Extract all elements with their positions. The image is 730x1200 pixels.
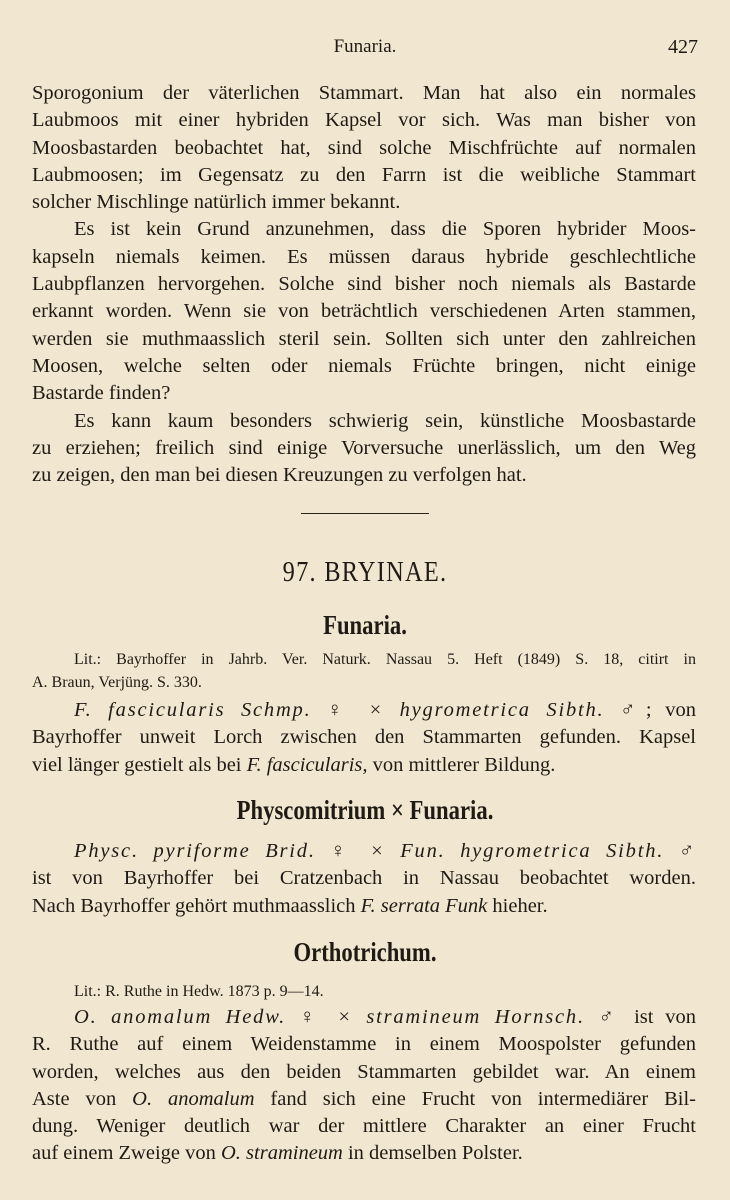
text-line: solcher Mischlinge natürlich immer bekannt. <box>32 191 401 214</box>
text-line: kapseln niemals keimen. Es müssen daraus hybride geschlechtliche <box>32 245 696 268</box>
text-line: Laubpflanzen hervorgehen. Solche sind bisher noch niemals als Bastarde <box>32 273 696 296</box>
genus-heading-funaria: Funaria. <box>323 610 407 640</box>
species-name: Physc. pyriforme Brid. ♀ × Fun. hygrometrica Sibth. ♂ <box>74 840 696 862</box>
text-line: zu erziehen; freilich sind einige Vorversuche unerlässlich, um den Weg <box>32 436 696 459</box>
literature-funaria-cont <box>32 672 696 695</box>
physcomitrium-entry <box>32 838 696 920</box>
running-header: Funaria. <box>333 36 397 57</box>
text-line: auf einem Zweige von O. stramineum in demselben Polster. <box>32 1142 523 1165</box>
text-line: Laubmoosen; im Gegensatz zu den Farrn ist die weibliche Stammart <box>32 163 696 186</box>
section-divider <box>301 513 429 514</box>
text-line: zu zeigen, den man bei diesen Kreuzungen zu verfolgen hat. <box>32 464 527 487</box>
funaria-entry <box>32 697 696 779</box>
text-line <box>32 838 696 865</box>
text-line: erkannt worden. Wenn sie von beträchtlich verschiedenen Arten stammen, <box>32 300 696 323</box>
text-line: Bayrhoffer unweit Lorch zwischen den Stammarten gefunden. Kapsel <box>32 726 696 749</box>
text-line: Es ist kein Grund anzunehmen, dass die Sporen hybrider Moos- <box>74 218 696 241</box>
text-line: O. anomalum Hedw. ♀ × stramineum Hornsch. ♂ ist von <box>74 1006 696 1028</box>
species-name: F. fascicularis Schmp. ♀ × hygrometrica Sibth. ♂ <box>74 699 646 721</box>
text-line: Bastarde finden? <box>32 382 171 405</box>
literature-line: Lit.: R. Ruthe in Hedw. 1873 p. 9—14. <box>74 983 324 1000</box>
text-line: Nach Bayrhoffer gehört muthmaasslich F. serrata Funk hieher. <box>32 894 548 917</box>
genus-heading-physcomitrium: Physcomitrium × Funaria. <box>236 795 494 825</box>
text-line: dung. Weniger deutlich war der mittlere Charakter an einer Frucht <box>32 1115 696 1138</box>
text-line: Moosbastarden beobachtet hat, sind solche Mischfrüchte auf normalen <box>32 136 696 159</box>
genus-heading-orthotrichum: Orthotrichum. <box>293 937 437 967</box>
text-line: Laubmoos mit einer hybriden Kapsel vor sich. Was man bisher von <box>32 109 696 132</box>
page-number: 427 <box>668 36 698 58</box>
text-line: Sporogonium der väterlichen Stammart. Man hat also ein normales <box>32 82 696 104</box>
literature-line: A. Braun, Verjüng. S. 330. <box>32 674 202 691</box>
species-name: O. anomalum Hedw. ♀ × stramineum Hornsch. ♂ <box>74 1006 623 1028</box>
text-line: ist von Bayrhoffer bei Cratzenbach in Nassau beobachtet worden. <box>32 867 696 890</box>
literature-funaria <box>32 649 696 672</box>
section-heading: 97. BRYINAE. <box>282 556 448 588</box>
text-line: viel länger gestielt als bei F. fascicularis, von mittlerer Bildung. <box>32 753 556 776</box>
text-line: werden sie muthmaasslich steril sein. Sollten sich unter den zahlreichen <box>32 327 696 350</box>
text-line: worden, welches aus den beiden Stammarten gebildet war. An einem <box>32 1060 696 1083</box>
text-line: R. Ruthe auf einem Weidenstamme in einem Moospolster gefunden <box>32 1033 696 1056</box>
literature-orthotrichum <box>32 981 696 1004</box>
text-line: Moosen, welche selten oder niemals Früchte bringen, nicht einige <box>32 354 696 377</box>
text-line: Aste von O. anomalum fand sich eine Frucht von intermediärer Bil- <box>32 1087 697 1110</box>
text-line: Es kann kaum besonders schwierig sein, künstliche Moosbastarde <box>74 409 696 432</box>
intro-text <box>32 80 696 489</box>
text-line: F. fascicularis Schmp. ♀ × hygrometrica Sibth. ♂; von <box>74 699 696 721</box>
orthotrichum-entry <box>32 1004 696 1168</box>
literature-line: Lit.: Bayrhoffer in Jahrb. Ver. Naturk. Nassau 5. Heft (1849) S. 18, citirt in <box>74 651 696 668</box>
